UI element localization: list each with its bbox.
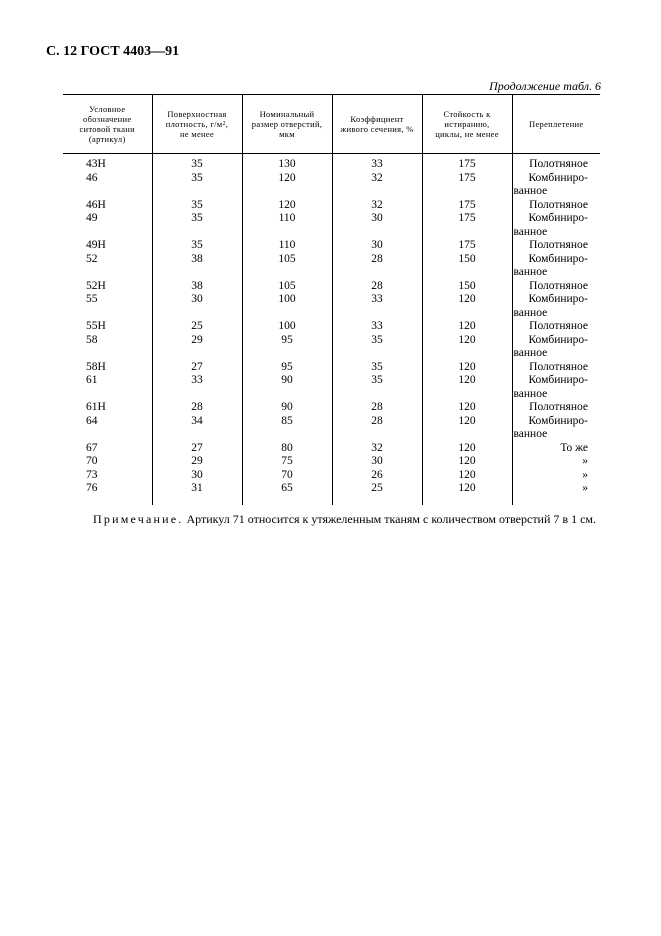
cell-coefficient: 32 [332,172,422,186]
cell-density: 29 [152,334,242,348]
cell-size: 90 [242,401,332,415]
cell-size: 120 [242,199,332,213]
cell-weave: Комбиниро- [512,374,600,388]
cell-weave: Полотняное [512,239,600,253]
cell-size: 80 [242,442,332,456]
cell-spacer [332,496,422,505]
cell-coefficient: 35 [332,334,422,348]
table-row-continuation [63,266,600,280]
table-row [63,154,600,172]
cell-empty [332,428,422,442]
cell-size: 110 [242,239,332,253]
table-row [63,280,600,294]
cell-empty [332,266,422,280]
cell-resistance: 175 [422,199,512,213]
cell-spacer [422,496,512,505]
cell-empty [242,307,332,321]
cell-weave: Полотняное [512,199,600,213]
cell-size: 105 [242,253,332,267]
cell-empty [422,428,512,442]
cell-article: 67 [63,442,152,456]
cell-empty [332,226,422,240]
cell-resistance: 120 [422,361,512,375]
table-row [63,469,600,483]
table-row-continuation [63,185,600,199]
cell-resistance: 120 [422,442,512,456]
cell-coefficient: 32 [332,442,422,456]
cell-size: 75 [242,455,332,469]
table-row-continuation [63,388,600,402]
cell-weave: То же [512,442,600,456]
cell-empty [152,185,242,199]
cell-weave: Комбиниро- [512,172,600,186]
cell-density: 34 [152,415,242,429]
table-continuation-label: Продолжение табл. 6 [489,79,601,93]
cell-coefficient: 28 [332,401,422,415]
cell-empty [242,388,332,402]
cell-weave: Полотняное [512,280,600,294]
cell-density: 35 [152,212,242,226]
cell-resistance: 120 [422,374,512,388]
cell-density: 38 [152,253,242,267]
cell-article: 55 [63,293,152,307]
cell-coefficient: 33 [332,154,422,172]
cell-article: 76 [63,482,152,496]
cell-size: 100 [242,320,332,334]
table-row [63,199,600,213]
cell-empty [422,185,512,199]
cell-density: 35 [152,172,242,186]
col-header-size: Номинальный размер отверстий, мкм [242,95,332,154]
table-header [63,95,600,154]
cell-weave-continued: ванное [512,307,600,321]
cell-empty [152,226,242,240]
cell-density: 35 [152,239,242,253]
cell-article: 55Н [63,320,152,334]
cell-article: 58 [63,334,152,348]
table-row-continuation [63,307,600,321]
cell-spacer [242,496,332,505]
cell-resistance: 120 [422,469,512,483]
cell-article: 43Н [63,154,152,172]
cell-size: 95 [242,361,332,375]
cell-density: 25 [152,320,242,334]
cell-spacer [63,496,152,505]
cell-weave: Комбиниро- [512,293,600,307]
cell-empty [63,388,152,402]
cell-coefficient: 28 [332,280,422,294]
table-row [63,172,600,186]
table-row [63,401,600,415]
cell-resistance: 120 [422,293,512,307]
cell-empty [63,428,152,442]
table-note [93,512,596,527]
cell-empty [63,307,152,321]
cell-resistance: 175 [422,212,512,226]
cell-density: 31 [152,482,242,496]
cell-article: 49Н [63,239,152,253]
cell-empty [332,185,422,199]
cell-weave: Комбиниро- [512,212,600,226]
cell-article: 49 [63,212,152,226]
cell-weave: Полотняное [512,361,600,375]
cell-weave: » [512,482,600,496]
cell-coefficient: 35 [332,374,422,388]
cell-coefficient: 35 [332,361,422,375]
cell-resistance: 120 [422,401,512,415]
table-row [63,239,600,253]
cell-article: 70 [63,455,152,469]
cell-coefficient: 25 [332,482,422,496]
cell-article: 52 [63,253,152,267]
cell-weave-continued: ванное [512,347,600,361]
cell-empty [242,428,332,442]
cell-empty [422,266,512,280]
col-header-density-sup: 2 [222,121,226,127]
cell-size: 130 [242,154,332,172]
cell-resistance: 175 [422,239,512,253]
cell-coefficient: 30 [332,212,422,226]
cell-empty [242,226,332,240]
cell-coefficient: 33 [332,320,422,334]
cell-weave: Полотняное [512,154,600,172]
cell-coefficient: 26 [332,469,422,483]
cell-resistance: 120 [422,455,512,469]
cell-empty [152,307,242,321]
cell-resistance: 150 [422,253,512,267]
col-header-resistance: Стойкость к истиранию, циклы, не менее [422,95,512,154]
note-text: Артикул 71 относится к утяжеленным тканям с количеством отверстий 7 в 1 см. [183,512,596,526]
cell-article: 58Н [63,361,152,375]
table-row [63,293,600,307]
col-header-density [152,95,242,154]
table-row [63,442,600,456]
cell-resistance: 175 [422,154,512,172]
table-row [63,253,600,267]
table-row [63,334,600,348]
cell-size: 90 [242,374,332,388]
cell-density: 28 [152,401,242,415]
cell-weave: Комбиниро- [512,415,600,429]
cell-weave-continued: ванное [512,388,600,402]
cell-density: 27 [152,361,242,375]
cell-weave-continued: ванное [512,266,600,280]
cell-coefficient: 30 [332,455,422,469]
cell-empty [63,226,152,240]
cell-size: 65 [242,482,332,496]
table-row [63,212,600,226]
cell-empty [152,428,242,442]
cell-resistance: 120 [422,320,512,334]
cell-empty [332,307,422,321]
cell-empty [242,266,332,280]
cell-size: 105 [242,280,332,294]
cell-resistance: 120 [422,415,512,429]
table-row [63,482,600,496]
table-body [63,154,600,505]
cell-empty [63,266,152,280]
cell-resistance: 120 [422,482,512,496]
cell-spacer [152,496,242,505]
cell-empty [422,307,512,321]
cell-density: 27 [152,442,242,456]
cell-empty [332,388,422,402]
cell-coefficient: 30 [332,239,422,253]
cell-weave-continued: ванное [512,428,600,442]
cell-size: 70 [242,469,332,483]
cell-size: 100 [242,293,332,307]
cell-weave: Полотняное [512,320,600,334]
col-header-article: Условное обозначение ситовой ткани (артикул) [63,95,152,154]
cell-empty [422,226,512,240]
cell-weave: Полотняное [512,401,600,415]
cell-size: 120 [242,172,332,186]
cell-coefficient: 28 [332,253,422,267]
cell-coefficient: 32 [332,199,422,213]
cell-density: 30 [152,469,242,483]
col-header-density-main: Поверхностная плотность, г/м [165,109,227,129]
cell-empty [242,347,332,361]
cell-size: 110 [242,212,332,226]
cell-article: 73 [63,469,152,483]
cell-density: 35 [152,199,242,213]
table-row [63,361,600,375]
cell-article: 61Н [63,401,152,415]
table-row-continuation [63,428,600,442]
table-row-continuation [63,226,600,240]
cell-empty [63,185,152,199]
page-header: С. 12 ГОСТ 4403—91 [46,44,180,59]
cell-weave-continued: ванное [512,226,600,240]
cell-article: 52Н [63,280,152,294]
cell-resistance: 120 [422,334,512,348]
cell-density: 35 [152,154,242,172]
cell-article: 64 [63,415,152,429]
col-header-coefficient: Коэффициент живого сечения, % [332,95,422,154]
table-bottom-spacer [63,496,600,505]
cell-weave-continued: ванное [512,185,600,199]
cell-weave: » [512,455,600,469]
cell-coefficient: 33 [332,293,422,307]
cell-coefficient: 28 [332,415,422,429]
cell-weave: Комбиниро- [512,253,600,267]
cell-density: 30 [152,293,242,307]
cell-weave: » [512,469,600,483]
table-row [63,320,600,334]
cell-resistance: 175 [422,172,512,186]
cell-empty [422,388,512,402]
cell-resistance: 150 [422,280,512,294]
col-header-density-tail: , не менее [179,119,229,139]
cell-density: 38 [152,280,242,294]
cell-density: 29 [152,455,242,469]
cell-empty [152,347,242,361]
cell-empty [332,347,422,361]
cell-article: 46 [63,172,152,186]
cell-size: 85 [242,415,332,429]
cell-empty [242,185,332,199]
cell-empty [152,266,242,280]
cell-article: 46Н [63,199,152,213]
cell-density: 33 [152,374,242,388]
cell-empty [63,347,152,361]
table-row [63,415,600,429]
col-header-weave: Переплетение [512,95,600,154]
cell-empty [152,388,242,402]
cell-weave: Комбиниро- [512,334,600,348]
note-label: Примечание. [93,512,184,526]
table-row [63,374,600,388]
sieve-fabric-table [63,94,600,505]
cell-article: 61 [63,374,152,388]
cell-size: 95 [242,334,332,348]
table-row [63,455,600,469]
cell-spacer [512,496,600,505]
cell-empty [422,347,512,361]
table-row-continuation [63,347,600,361]
